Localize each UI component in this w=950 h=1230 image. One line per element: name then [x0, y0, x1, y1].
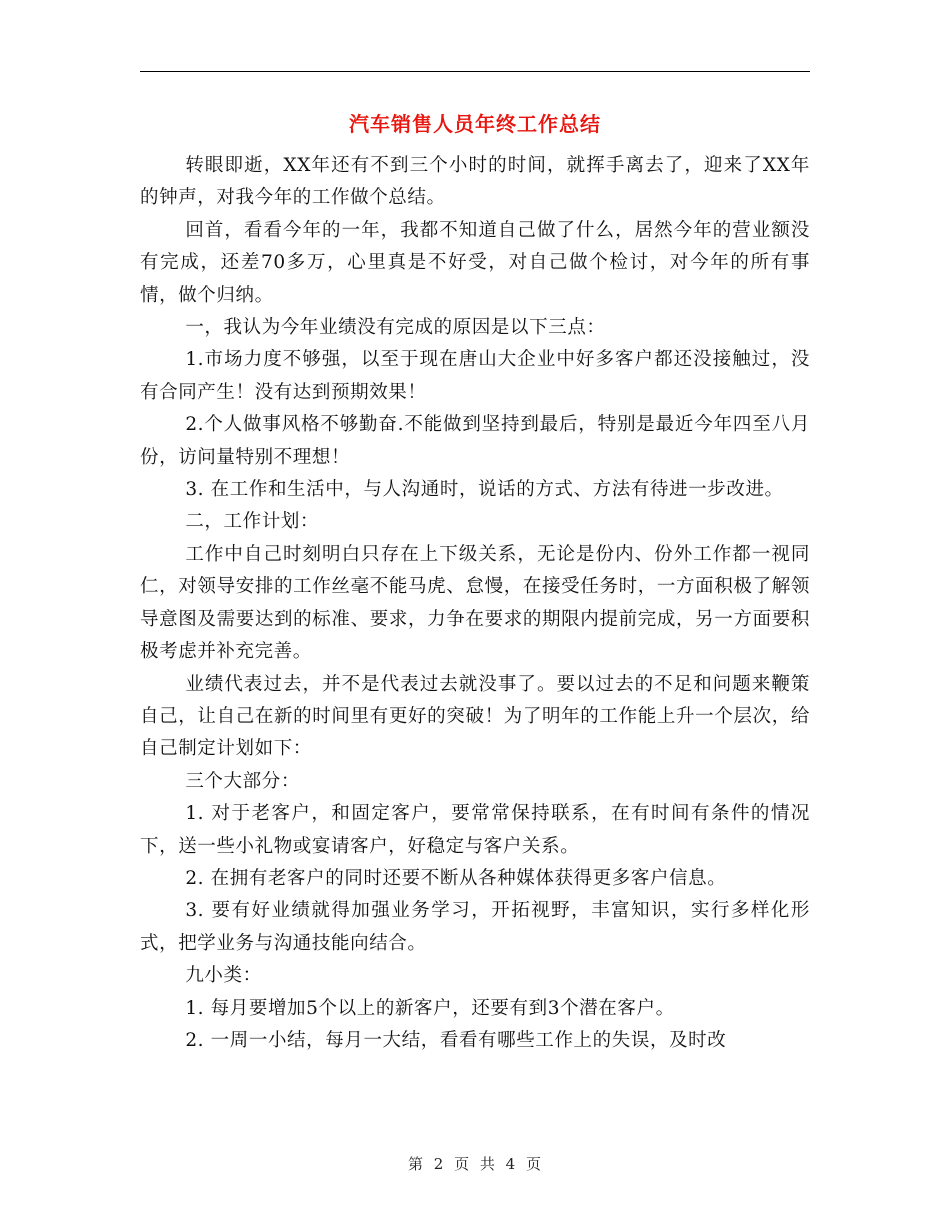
document-body	[140, 150, 810, 1057]
paragraph-14: 九小类：	[185, 965, 262, 987]
paragraph-6: 3. 在工作和生活中，与人沟通时，说话的方式、方法有待进一步改进。	[185, 479, 784, 501]
paragraph-9: 业绩代表过去，并不是代表过去就没事了。要以过去的不足和问题来鞭策自己，让自己在新的时间里有更好的突破！为了明年的工作能上升一个层次，给自己制定计划如下：	[140, 673, 810, 760]
paragraph-13: 3. 要有好业绩就得加强业务学习，开拓视野，丰富知识，实行多样化形式，把学业务与沟通技能向结合。	[140, 900, 810, 954]
paragraph-10: 三个大部分：	[185, 770, 300, 792]
document-title: 汽车销售人员年终工作总结	[349, 112, 601, 136]
paragraph-4: 1.市场力度不够强，以至于现在唐山大企业中好多客户都还没接触过，没有合同产生！没有达到预期效果！	[140, 349, 810, 403]
paragraph-15: 1. 每月要增加5个以上的新客户，还要有到3个潜在客户。	[185, 997, 675, 1019]
paragraph-5: 2.个人做事风格不够勤奋.不能做到坚持到最后，特别是最近今年四至八月份，访问量特别不理想！	[140, 414, 810, 468]
paragraph-12: 2. 在拥有老客户的同时还要不断从各种媒体获得更多客户信息。	[185, 867, 727, 889]
paragraph-11: 1. 对于老客户，和固定客户，要常常保持联系，在有时间有条件的情况下，送一些小礼物或宴请客户，好稳定与客户关系。	[140, 803, 810, 857]
paragraph-3: 一，我认为今年业绩没有完成的原因是以下三点：	[185, 317, 606, 339]
page-footer: 第 2 页 共 4 页	[408, 1155, 542, 1173]
header-rule	[140, 71, 810, 72]
paragraph-2: 回首，看看今年的一年，我都不知道自己做了什么，居然今年的营业额没有完成，还差70多万，心里真是不好受，对自己做个检讨，对今年的所有事情，做个归纳。	[140, 219, 810, 306]
paragraph-1: 转眼即逝，XX年还有不到三个小时的时间，就挥手离去了，迎来了XX年的钟声，对我今年的工作做个总结。	[140, 155, 810, 209]
paragraph-8: 工作中自己时刻明白只存在上下级关系，无论是份内、份外工作都一视同仁，对领导安排的工作丝毫不能马虎、怠慢，在接受任务时，一方面积极了解领导意图及需要达到的标准、要求，力争在要求的期限内提前完成，另一方面要积极考虑并补充完善。	[140, 543, 810, 663]
paragraph-16: 2. 一周一小结，每月一大结，看看有哪些工作上的失误，及时改	[185, 1029, 727, 1051]
paragraph-7: 二，工作计划：	[185, 511, 320, 533]
